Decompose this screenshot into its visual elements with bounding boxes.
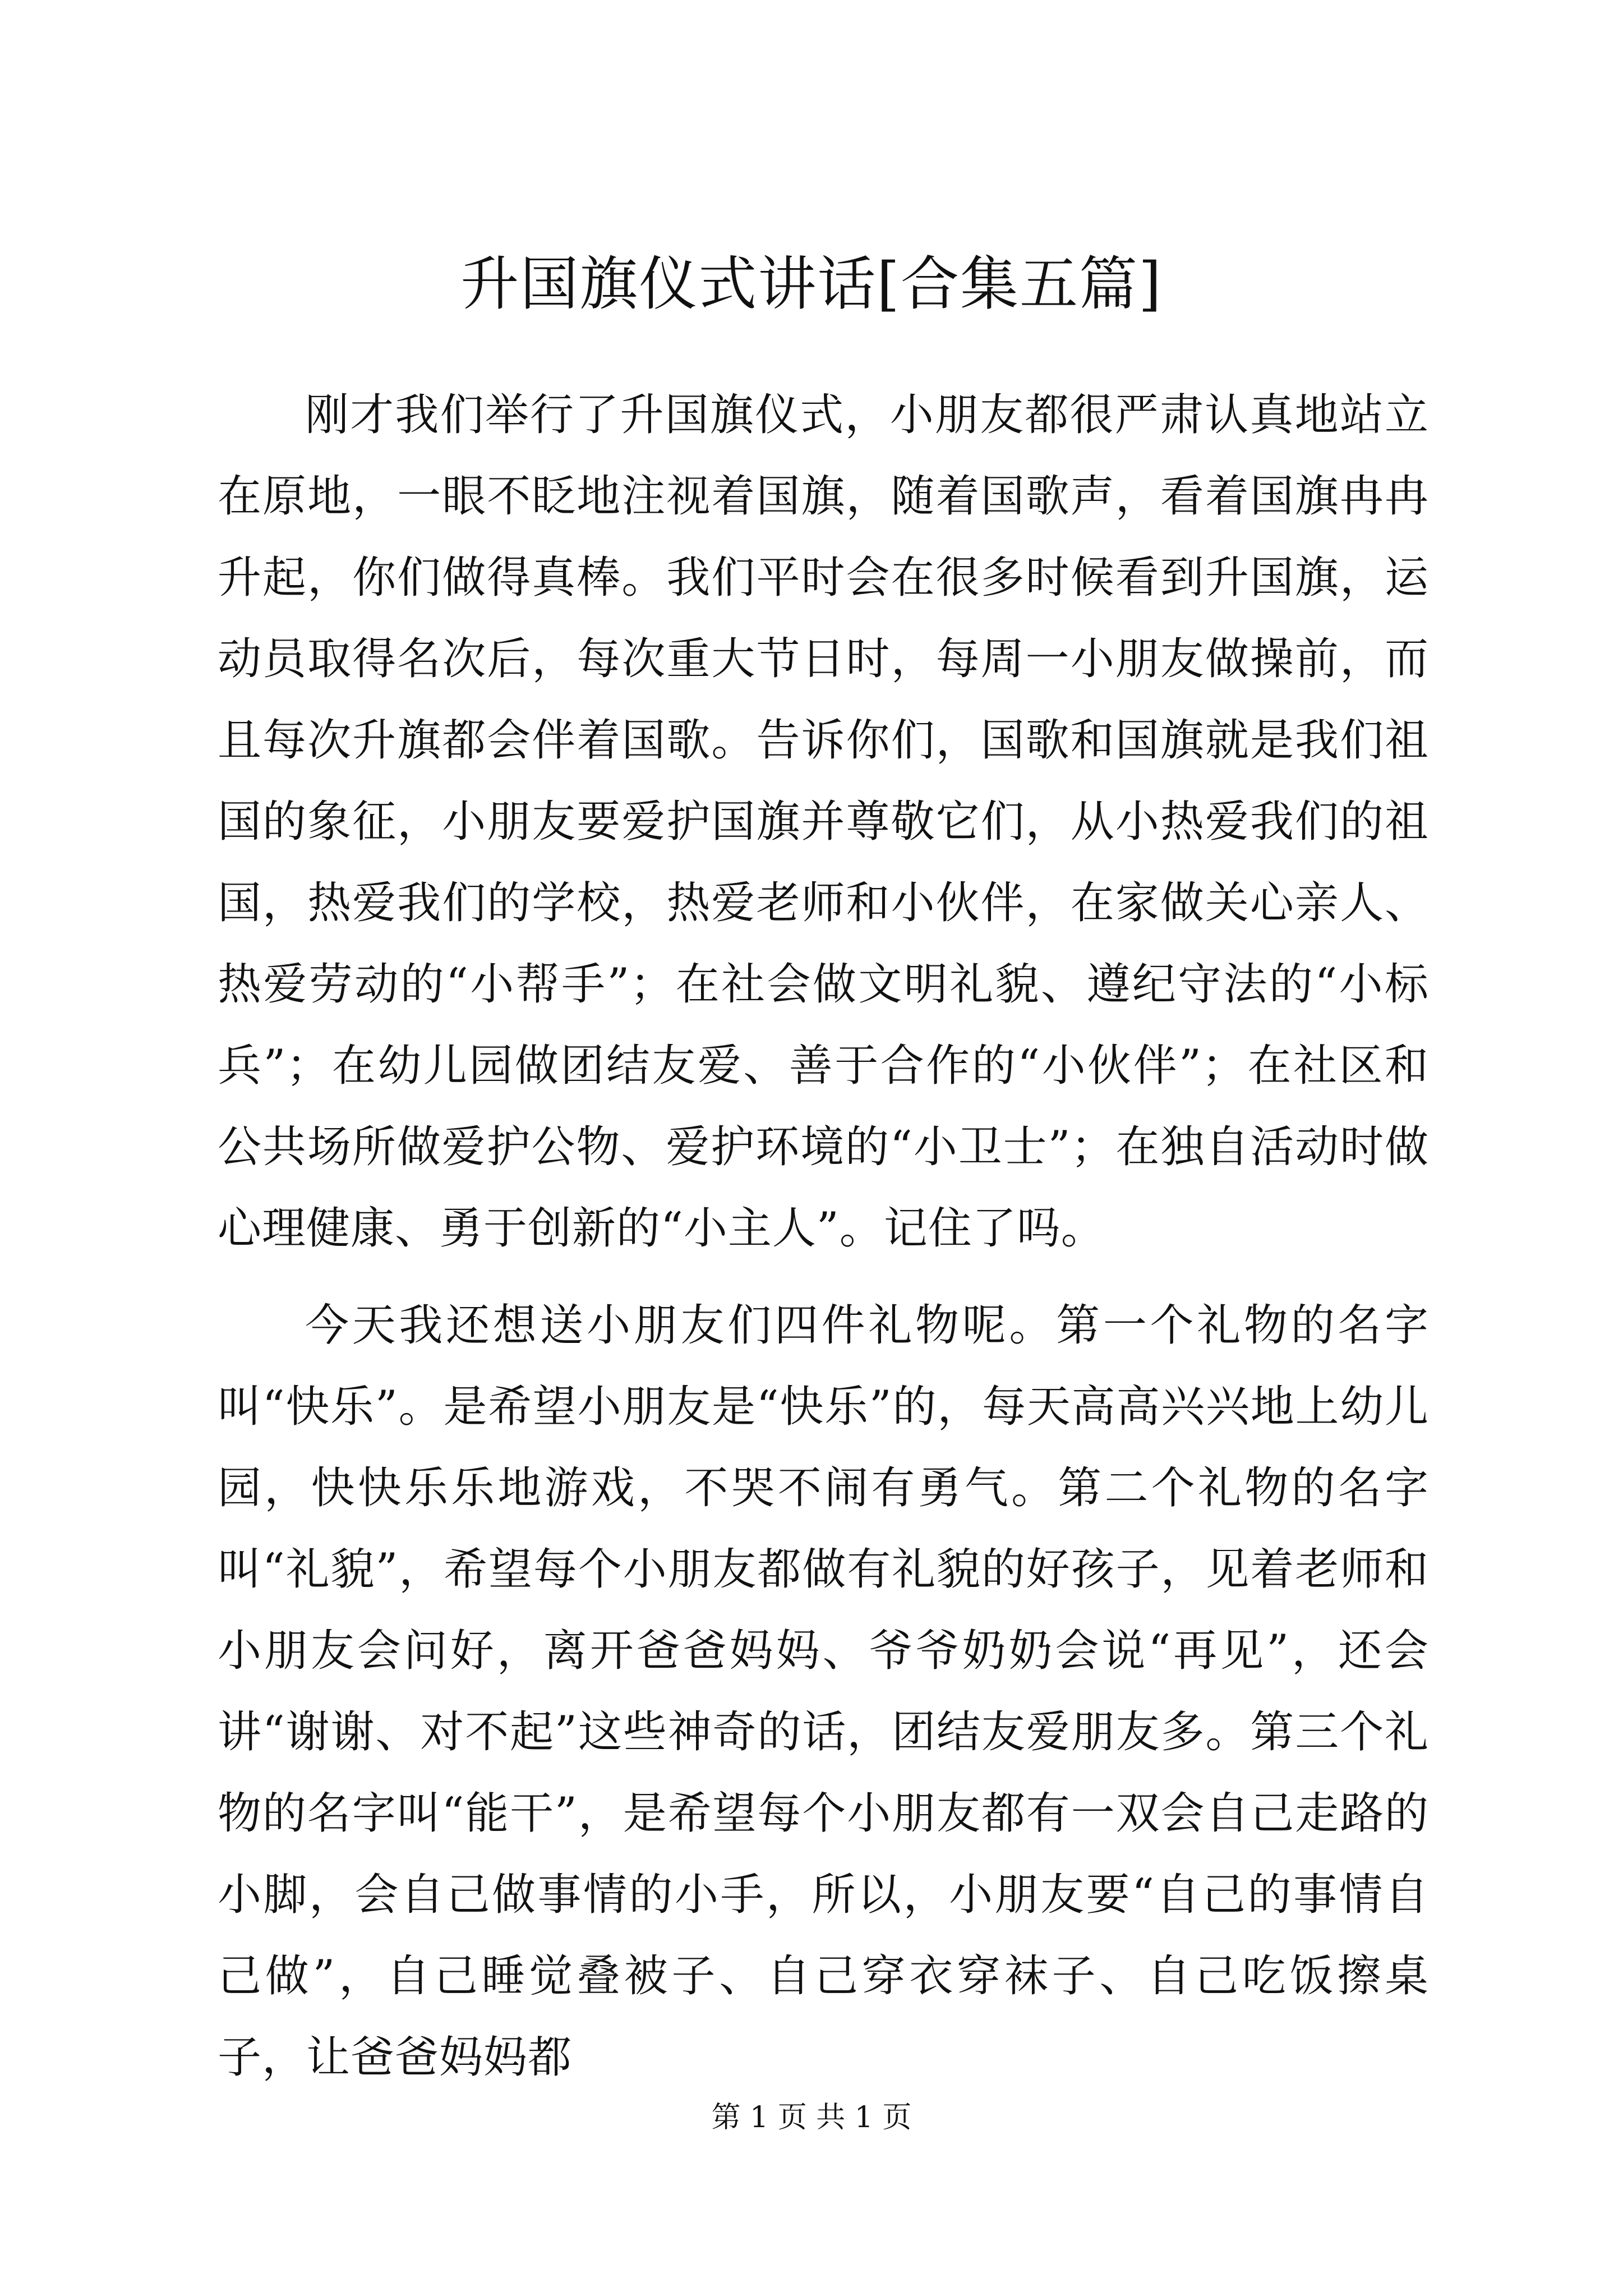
paragraph-2: 今天我还想送小朋友们四件礼物呢。第一个礼物的名字叫“快乐”。是希望小朋友是“快乐”的，每天高高兴兴地上幼儿园，快快乐乐地游戏，不哭不闹有勇气。第二个礼物的名字叫“礼貌”，希望每个小朋友都做有礼貌的好孩子，见着老师和小朋友会问好，离开爸爸妈妈、爷爷奶奶会说“再见”，还会讲“谢谢、对不起”这些神奇的话，团结友爱朋友多。第三个礼物的名字叫“能干”，是希望每个小朋友都有一双会自己走路的小脚，会自己做事情的小手，所以，小朋友要“自己的事情自己做”，自己睡觉叠被子、自己穿衣穿袜子、自己吃饭擦桌子，让爸爸妈妈都: [218, 1300, 1429, 2083]
paragraph-1: 刚才我们举行了升国旗仪式，小朋友都很严肃认真地站立在原地，一眼不眨地注视着国旗，随着国歌声，看着国旗冉冉升起，你们做得真棒。我们平时会在很多时候看到升国旗，运动员取得名次后，每次重大节日时，每周一小朋友做操前，而且每次升旗都会伴着国歌。告诉你们，国歌和国旗就是我们祖国的象征，小朋友要爱护国旗并尊敬它们，从小热爱我们的祖国，热爱我们的学校，热爱老师和小伙伴，在家做关心亲人、热爱劳动的“小帮手”；在社会做文明礼貌、遵纪守法的“小标兵”；在幼儿园做团结友爱、善于合作的“小伙伴”；在社区和公共场所做爱护公物、爱护环境的“小卫士”；在独自活动时做心理健康、勇于创新的“小主人”。记住了吗。: [218, 390, 1429, 1254]
page-footer: 第 1 页 共 1 页: [711, 2101, 912, 2134]
document-title: 升国旗仪式讲话[合集五篇]: [460, 250, 1163, 318]
document-body: [218, 375, 1429, 2114]
